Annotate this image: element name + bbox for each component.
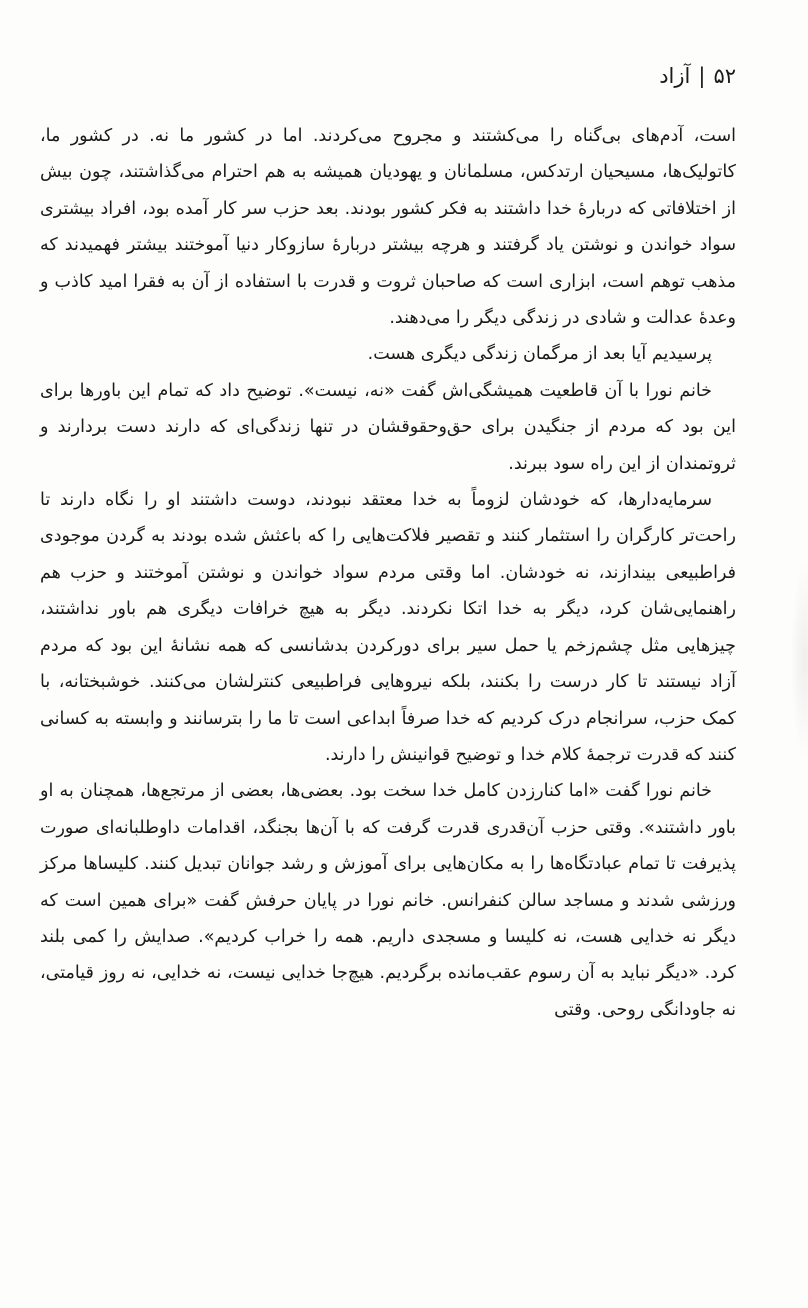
page-body: [40, 118, 736, 1028]
paragraph-3: خانم نورا با آن قاطعیت همیشگی‌اش گفت «نه، نیست». توضیح داد که تمام این باورها برای این بود که مردم از جنگیدن برای حق‌وحقوقشان در تنها زندگی‌ای که دارند دست بردارند و ثروتمندان از این راه سود ببرند.: [40, 380, 736, 474]
page-header: [659, 62, 736, 90]
paragraph-2: پرسیدیم آیا بعد از مرگمان زندگی دیگری هست.: [367, 344, 712, 365]
book-title: آزاد: [659, 64, 691, 88]
paragraph-5: خانم نورا گفت «اما کنارزدن کامل خدا سخت بود. بعضی‌ها، بعضی از مرتجع‌ها، همچنان به او باور داشتند». وقتی حزب آن‌قدری قدرت گرفت که با آن‌ها بجنگد، اقدامات داوطلبانه‌ای صورت پذیرفت تا تمام عبادتگاه‌ها را به مکان‌هایی برای آموزش و رشد جوانان تبدیل کنند. کلیساها مرکز ورزشی شدند و مساجد سالن کنفرانس. خانم نورا در پایان حرفش گفت «برای همین است که دیگر نه خدایی هست، نه کلیسا و مسجدی داریم. همه را خراب کردیم». صدایش را کمی بلند کرد. «دیگر نباید به آن رسوم عقب‌مانده برگردیم. هیچ‌جا خدایی نیست، نه خدایی، نه روز قیامتی، نه جاودانگی روحی. وقتی: [40, 781, 736, 1020]
header-separator: |: [698, 64, 706, 88]
paragraph-4: سرمایه‌دارها، که خودشان لزوماً به خدا معتقد نبودند، دوست داشتند او را نگاه دارند تا راحت‌تر کارگران را استثمار کنند و تقصیر فلاکت‌هایی را که باعثش شده بودند به گردن موجودی فراطبیعی بیندازند، نه خودشان. اما وقتی مردم سواد خواندن و نوشتن آموختند و حزب هم راهنمایی‌شان کرد، دیگر به خدا اتکا نکردند. دیگر به هیچ خرافات دیگری هم باور نداشتند، چیزهایی مثل چشم‌زخم یا حمل سیر برای دورکردن بدشانسی که همه نشانهٔ این بود که مردم آزاد نیستند تا کار درست را بکنند، بلکه نیروهایی فراطبیعی کنترلشان می‌کنند. خوشبختانه، با کمک حزب، سرانجام درک کردیم که خدا صرفاً ابداعی است تا ما را بترسانند و وابسته به کسانی کنند که قدرت ترجمهٔ کلام خدا و توضیح قوانینش را دارند.: [40, 490, 736, 765]
page-number: ۵۲: [713, 64, 736, 88]
page-edge-shadow: [790, 560, 808, 760]
paragraph-1: است، آدم‌های بی‌گناه را می‌کشتند و مجروح می‌کردند. اما در کشور ما نه. در کشور ما، کاتولیک‌ها، مسیحیان ارتدکس، مسلمانان و یهودیان همیشه به هم احترام می‌گذاشتند، چون بیش از اختلافاتی که دربارهٔ خدا داشتند به فکر کشور بودند. بعد حزب سر کار آمده بود، افراد بیشتری سواد خواندن و نوشتن یاد گرفتند و هرچه بیشتر دربارهٔ سازوکار دنیا آموختند بیشتر فهمیدند که مذهب توهم است، ابزاری است که صاحبان ثروت و قدرت با استفاده از آن به فقرا امید کاذب و وعدهٔ عدالت و شادی در زندگی دیگر را می‌دهند.: [40, 126, 736, 329]
